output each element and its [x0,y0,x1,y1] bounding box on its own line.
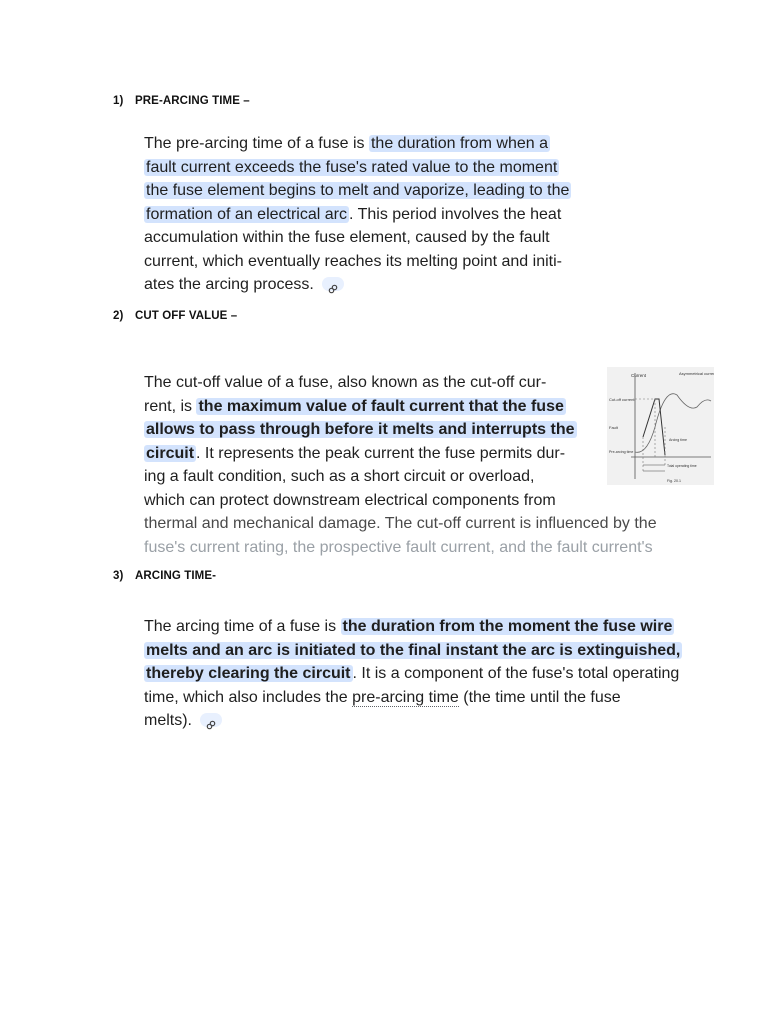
text-line [144,465,657,489]
highlight-run: the fuse element begins to melt and vaporize, leading to the [146,182,570,199]
glossary-term-link[interactable]: pre-arcing time [352,688,459,706]
heading-number: 1) [113,95,124,107]
text-run: which can protect downstream electrical components from [144,491,556,509]
text-run: time, which also includes the [144,688,353,706]
text-run: The arcing time of a fuse is [144,618,341,635]
text-line [144,418,657,442]
text-run: . This period involves the heat [348,205,562,223]
text-line [144,512,657,536]
text-line [144,273,571,297]
heading-cut-off [113,310,237,322]
highlight-run: the maximum value of fault current that the fuse [198,397,564,415]
fig-label-fault: Fault [609,425,618,430]
text-run: The pre-arcing time of a fuse is [144,135,369,152]
heading-pre-arcing [113,95,250,107]
text-line [144,709,682,733]
highlight-run: melts and an arc is initiated to the final instant the arc is extinguished, [146,641,681,659]
text-line [144,203,571,227]
text-run: The cut-off value of a fuse, also known as the cut-off cur- [144,374,547,391]
text-line [144,489,657,513]
source-link-chip[interactable] [322,277,344,291]
heading-arcing [113,570,216,582]
text-run: fuse's current rating, the prospective fault current, and the fault current's [144,538,653,556]
text-line [144,536,657,560]
highlight-run: allows to pass through before it melts and interrupts the [146,421,575,438]
fig-label-current: Current [631,373,647,378]
text-line [144,250,571,274]
text-run: . It is a component of the fuse's total operating [352,665,680,682]
text-run: . It represents the peak current the fuse permits dur- [196,444,566,462]
fig-caption: Fig. 20.1 [667,479,681,483]
text-run: current, which eventually reaches its melting point and initi- [144,252,562,270]
highlight-run: fault current exceeds the fuse's rated value to the moment [146,158,558,176]
heading-title: PRE-ARCING TIME – [135,95,250,107]
text-run: melts). [144,712,192,729]
text-run: thermal and mechanical damage. The cut-off current is influenced by the [144,515,657,532]
text-line [144,686,682,710]
heading-title: ARCING TIME- [135,570,217,582]
paragraph-pre-arcing [144,132,571,297]
cut-off-figure [607,367,714,485]
text-line [144,226,571,250]
text-line [144,179,571,203]
highlight-run: the duration from when a [370,135,548,152]
text-line [144,615,682,639]
heading-title: CUT OFF VALUE – [135,310,238,322]
link-icon [328,284,338,294]
text-line [144,662,682,686]
fig-label-asym: Asymmetrical current [679,371,714,376]
text-run: (the time until the fuse [458,688,621,706]
fig-label-arcing: Arcing time [669,438,687,442]
highlight-run: thereby clearing the circuit [146,665,351,682]
figure-diagram [607,367,714,485]
source-link-chip[interactable] [200,713,222,727]
text-run: rent, is [144,397,197,415]
fig-label-prearc: Pre-arcing time [609,450,634,454]
highlight-run: the duration from the moment the fuse wire [342,618,673,635]
fig-label-total: Total operating time [667,464,697,468]
heading-number: 3) [113,570,124,582]
paragraph-arcing [144,615,682,733]
heading-number: 2) [113,310,124,322]
text-line [144,639,682,663]
text-run: ing a fault condition, such as a short circuit or overload, [144,468,535,485]
text-run: ates the arcing process. [144,276,314,293]
link-icon [206,720,216,730]
text-line [144,156,571,180]
text-line [144,442,657,466]
paragraph-cut-off [144,371,657,559]
text-line [144,395,657,419]
highlight-run: formation of an electrical arc [146,205,347,223]
text-run: accumulation within the fuse element, caused by the fault [144,229,550,246]
text-line [144,371,657,395]
fig-label-cutoff: Cut-off current [609,397,635,402]
text-line [144,132,571,156]
highlight-run: circuit [146,444,195,462]
